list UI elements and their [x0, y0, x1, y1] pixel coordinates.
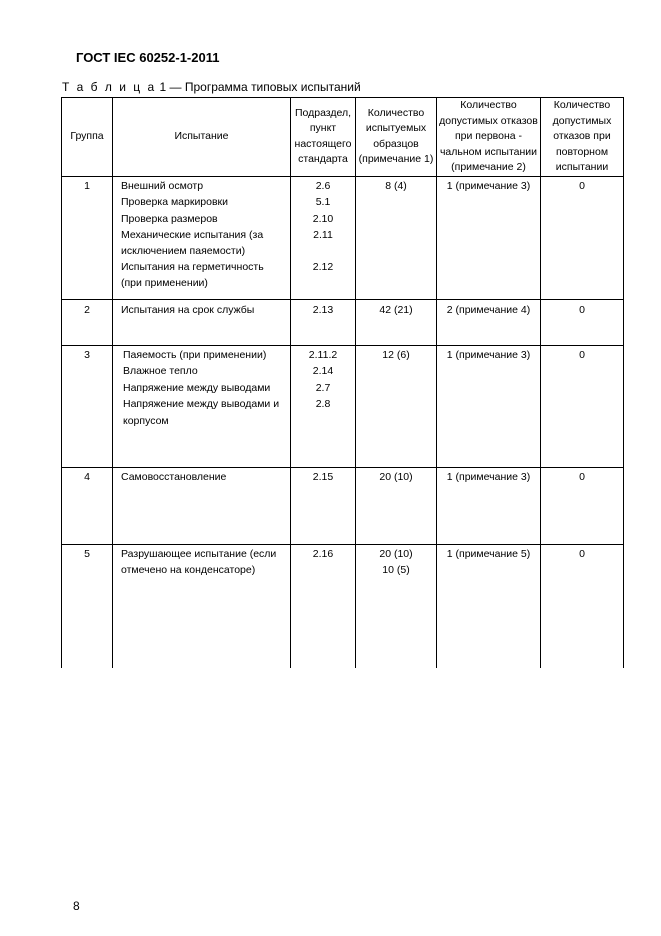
clause-line: 2.11: [313, 229, 333, 241]
failures-first-cell: 1 (примечание 3): [437, 467, 541, 544]
test-line: Проверка размеров: [121, 212, 218, 225]
test-line: Испытания на герметичность: [121, 261, 264, 273]
document-header: ГОСТ IEC 60252-1-2011: [76, 50, 220, 65]
group-cell: 2: [62, 299, 113, 345]
failures-repeat-cell: 0: [541, 544, 624, 668]
failures-first-cell: 1 (примечание 3): [437, 345, 541, 467]
samples-cell: 42 (21): [356, 299, 437, 345]
failures-repeat-cell: 0: [541, 467, 624, 544]
header-failures-first: Количество допустимых отказов при первона - чальном испытании (примечание 2): [437, 98, 541, 177]
samples-line: 20 (10): [379, 547, 413, 560]
clause-line: 2.16: [312, 547, 334, 560]
test-line: Проверка маркировки: [121, 196, 229, 208]
test-cell: [113, 176, 291, 299]
group-cell: 1: [62, 176, 113, 299]
test-line: Влажное тепло: [123, 365, 198, 377]
test-line: отмечено на конденсаторе): [121, 564, 256, 576]
test-program-table: [61, 97, 624, 668]
table-caption-label: Т а б л и ц а: [62, 80, 157, 94]
failures-repeat-cell: 0: [541, 299, 624, 345]
header-failures-repeat: Количество допустимых отказов при повторном испытании: [541, 98, 624, 177]
test-cell: [113, 299, 291, 345]
samples-cell: [356, 544, 437, 668]
clause-line: 2.6: [315, 179, 331, 192]
failures-first-cell: 1 (примечание 5): [437, 544, 541, 668]
failures-first-cell: 2 (примечание 4): [437, 299, 541, 345]
clause-line: 2.7: [315, 381, 331, 394]
test-line: (при применении): [121, 276, 208, 289]
test-line: Механические испытания (за: [121, 229, 264, 241]
clause-cell: [291, 299, 356, 345]
table-row: [62, 299, 624, 345]
clause-cell: [291, 467, 356, 544]
clause-cell: [291, 345, 356, 467]
group-cell: 4: [62, 467, 113, 544]
clause-line: 2.11.2: [308, 348, 338, 361]
clause-line: [291, 244, 355, 260]
clause-line: 2.13: [312, 303, 334, 316]
test-program-table-wrapper: [61, 97, 623, 662]
failures-first-cell: 1 (примечание 3): [437, 176, 541, 299]
clause-line: 2.10: [312, 212, 334, 225]
table-caption-dash: —: [169, 80, 182, 94]
test-line: Разрушающее испытание (если: [121, 547, 277, 560]
table-caption: [62, 80, 361, 94]
clause-line: 2.8: [315, 398, 331, 410]
clause-line: 2.14: [312, 365, 334, 377]
clause-cell: [291, 544, 356, 668]
table-caption-title: Программа типовых испытаний: [184, 80, 361, 94]
test-line: Внешний осмотр: [121, 179, 204, 192]
test-line: Напряжение между выводами и: [123, 398, 280, 410]
clause-line: 2.12: [312, 261, 334, 273]
samples-cell: 8 (4): [356, 176, 437, 299]
test-line: Паяемость (при применении): [123, 348, 267, 361]
failures-repeat-cell: 0: [541, 176, 624, 299]
table-row: [62, 345, 624, 467]
page-number: 8: [73, 899, 80, 913]
table-header-row: [62, 98, 624, 177]
table-row: [62, 467, 624, 544]
clause-line: 5.1: [315, 196, 331, 208]
test-line: корпусом: [123, 414, 169, 427]
table-row: [62, 176, 624, 299]
test-cell: [113, 467, 291, 544]
test-line: Напряжение между выводами: [123, 381, 271, 394]
table-row: [62, 544, 624, 668]
group-cell: 5: [62, 544, 113, 668]
failures-repeat-cell: 0: [541, 345, 624, 467]
samples-line: 10 (5): [382, 564, 410, 576]
header-group: Группа: [62, 98, 113, 177]
test-line: Испытания на срок службы: [121, 303, 255, 316]
test-line: исключением паяемости): [121, 244, 246, 257]
test-cell: [113, 544, 291, 668]
header-clause: Подраздел, пункт настоящего стандарта: [291, 98, 356, 177]
header-test: Испытание: [113, 98, 291, 177]
samples-cell: 12 (6): [356, 345, 437, 467]
clause-cell: [291, 176, 356, 299]
samples-cell: 20 (10): [356, 467, 437, 544]
header-samples: Количество испытуемых образцов (примечание 1): [356, 98, 437, 177]
test-line: Самовосстановление: [121, 470, 227, 483]
clause-line: 2.15: [312, 470, 334, 483]
test-cell: [113, 345, 291, 467]
table-caption-number: 1: [159, 80, 167, 94]
group-cell: 3: [62, 345, 113, 467]
